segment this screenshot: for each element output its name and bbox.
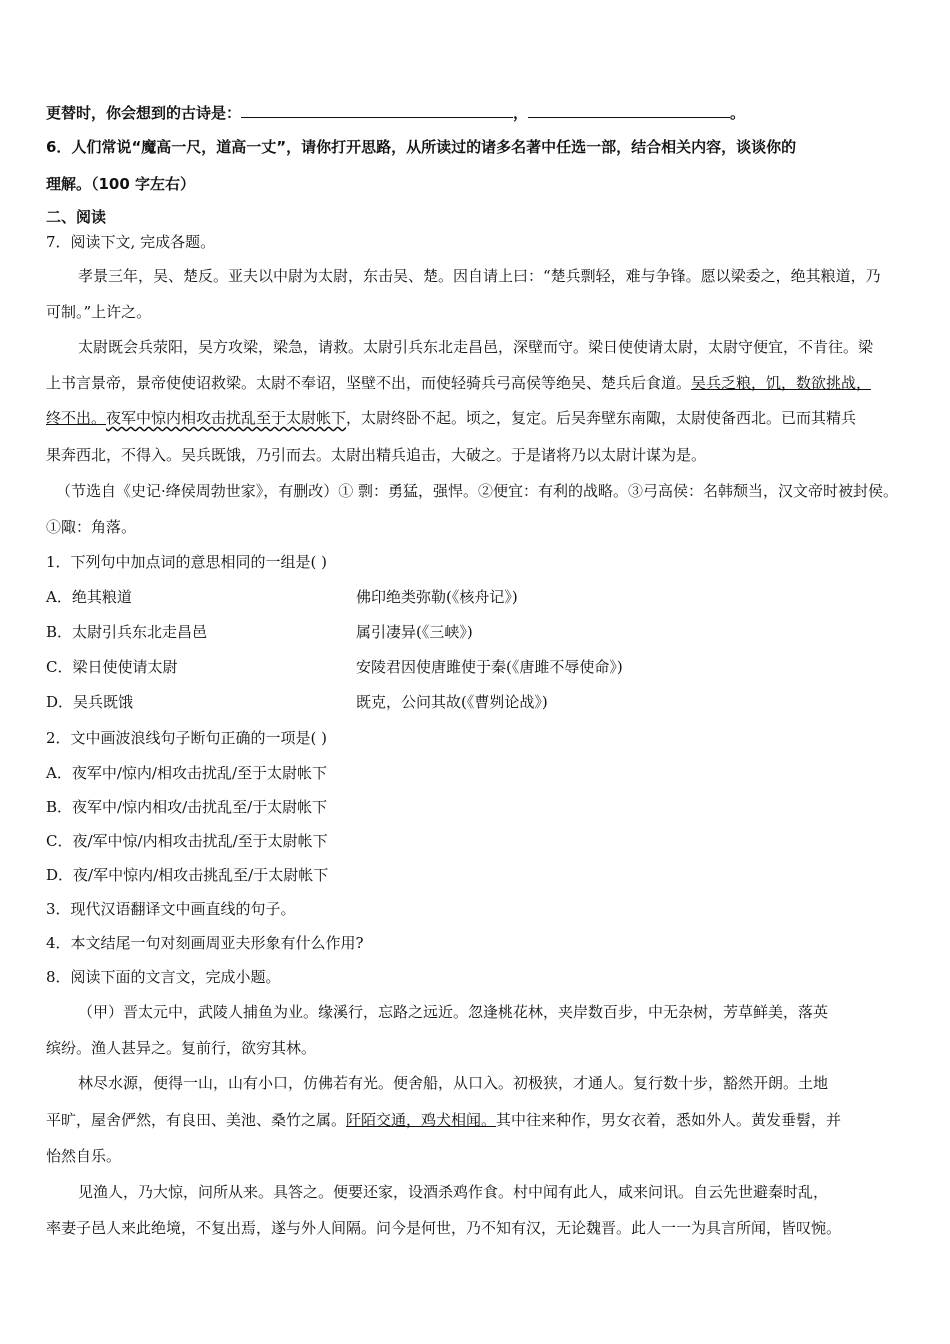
- q7-passage-p2-line4: 果奔西北，不得入。吴兵既饿，乃引而去。太尉出精兵追击，大破之。于是诸将乃以太尉计谋为是。: [46, 446, 707, 464]
- q7-sub1-option-a[interactable]: [46, 587, 518, 607]
- q5-prefix: 更替时，你会想到的古诗是：: [46, 104, 242, 122]
- q8-passage-p2-line2: [46, 1110, 841, 1130]
- q8-passage-p1-line2: 缤纷。渔人甚异之。复前行，欲穷其林。: [46, 1039, 317, 1057]
- answer-blank-2[interactable]: [528, 103, 730, 118]
- q7-sub2-option-c[interactable]: C．夜/军中惊/内相攻击扰乱/至于太尉帐下: [46, 832, 328, 850]
- q7-sub2-option-b[interactable]: B．夜军中/惊内相攻/击扰乱至/于太尉帐下: [46, 798, 328, 816]
- option-compare: 属引凄异(《三峡》): [356, 623, 473, 641]
- q7-passage-p2-line2: [46, 373, 871, 393]
- q7-sub1-option-c[interactable]: [46, 657, 623, 677]
- p2-text: 上书言景帝，景帝使使诏救梁。太尉不奉诏，坚壁不出，而使轻骑兵弓高侯等绝吴、楚兵后食道。: [46, 374, 692, 392]
- option-compare: 既克，公问其故(《曹刿论战》): [356, 693, 548, 711]
- comma: ，: [513, 104, 529, 122]
- p2-text: 平旷，屋舍俨然，有良田、美池、桑竹之属。: [46, 1111, 347, 1129]
- q8-passage-p1-line1: （甲）晋太元中，武陵人捕鱼为业。缘溪行，忘路之远近。忽逢桃花林，夹岸数百步，中无杂树，芳草鲜美，落英: [78, 1003, 829, 1021]
- q8-passage-p2-line3: 怡然自乐。: [46, 1147, 122, 1165]
- q7-sub4: 4．本文结尾一句对刻画周亚夫形象有什么作用?: [46, 934, 364, 952]
- q7-notes-line1: （节选自《史记·绛侯周勃世家》，有删改）① 剽：勇猛，强悍。②便宜：有利的战略。③弓高侯：名韩颓当，汉文帝时被封侯。: [56, 482, 899, 500]
- q6-line2: 理解。（100 字左右）: [46, 175, 196, 193]
- q7-sub3: 3．现代汉语翻译文中画直线的句子。: [46, 900, 296, 918]
- q7-passage-p2-line3: [46, 408, 856, 428]
- q7-sub1-option-b[interactable]: [46, 622, 473, 642]
- q8-intro: 8．阅读下面的文言文，完成小题。: [46, 968, 281, 986]
- option-compare: 佛印绝类弥勒(《核舟记》): [356, 588, 518, 606]
- q7-notes-line2: ①陬：角落。: [46, 518, 137, 536]
- q7-sub2-question: 2．文中画波浪线句子断句正确的一项是( ): [46, 729, 328, 747]
- section-heading: 二、阅读: [46, 208, 107, 226]
- q7-sub1-option-d[interactable]: [46, 692, 548, 712]
- q7-passage-p2-line1: 太尉既会兵荥阳，吴方攻梁，梁急，请救。太尉引兵东北走昌邑，深壁而守。梁日使使请太尉，太尉守便宜，不肯往。梁: [78, 338, 874, 356]
- q8-passage-p2-line1: 林尽水源，便得一山，山有小口，仿佛若有光。便舍船，从口入。初极狭，才通人。复行数十步，豁然开朗。土地: [78, 1074, 829, 1092]
- q7-sub1-question: 1．下列句中加点词的意思相同的一组是( ): [46, 553, 328, 571]
- wavy-underlined-sentence: 夜军中惊内相攻击扰乱至于太尉帐下: [106, 409, 347, 427]
- option-compare: 安陵君因使唐雎使于秦(《唐雎不辱使命》): [356, 658, 623, 676]
- q6-line1: 6．人们常说“魔高一尺，道高一丈”，请你打开思路，从所读过的诸多名著中任选一部，结合相关内容，谈谈你的: [46, 138, 797, 156]
- option-label: A．绝其粮道: [46, 588, 132, 606]
- q5-answer-line: [46, 103, 745, 123]
- q8-passage-p3-line2: 率妻子邑人来此绝境，不复出焉，遂与外人间隔。问今是何世，乃不知有汉，无论魏晋。此人一一为具言所闻，皆叹惋。: [46, 1219, 842, 1237]
- q7-sub2-option-d[interactable]: D．夜/军中惊内/相攻击挑乱至/于太尉帐下: [46, 866, 329, 884]
- underlined-sentence: 吴兵乏粮，饥，数欲挑战，: [691, 374, 872, 392]
- underlined-sentence: 阡陌交通，鸡犬相闻。: [346, 1111, 497, 1129]
- q7-passage-p1-line2: 可制。”上许之。: [46, 303, 152, 321]
- option-label: D．吴兵既饿: [46, 693, 134, 711]
- period: 。: [730, 104, 746, 122]
- option-label: C．梁日使使请太尉: [46, 658, 178, 676]
- p2-text: 其中往来种作，男女衣着，悉如外人。黄发垂髫，并: [496, 1111, 842, 1129]
- q7-sub2-option-a[interactable]: A．夜军中/惊内/相攻击扰乱/至于太尉帐下: [46, 764, 327, 782]
- underlined-sentence-end: 终不出。: [46, 409, 107, 427]
- answer-blank-1[interactable]: [241, 103, 513, 118]
- q7-intro: 7．阅读下文, 完成各题。: [46, 233, 216, 251]
- p2-text: ，太尉终卧不起。顷之，复定。后吴奔壁东南陬，太尉使备西北。已而其精兵: [346, 409, 857, 427]
- option-label: B．太尉引兵东北走昌邑: [46, 623, 208, 641]
- q7-passage-p1-line1: 孝景三年，吴、楚反。亚夫以中尉为太尉，东击吴、楚。因自请上曰：“楚兵剽轻，难与争锋。愿以梁委之，绝其粮道，乃: [78, 267, 881, 285]
- q8-passage-p3-line1: 见渔人，乃大惊，问所从来。具答之。便要还家，设酒杀鸡作食。村中闻有此人，咸来问讯。自云先世避秦时乱，: [78, 1183, 829, 1201]
